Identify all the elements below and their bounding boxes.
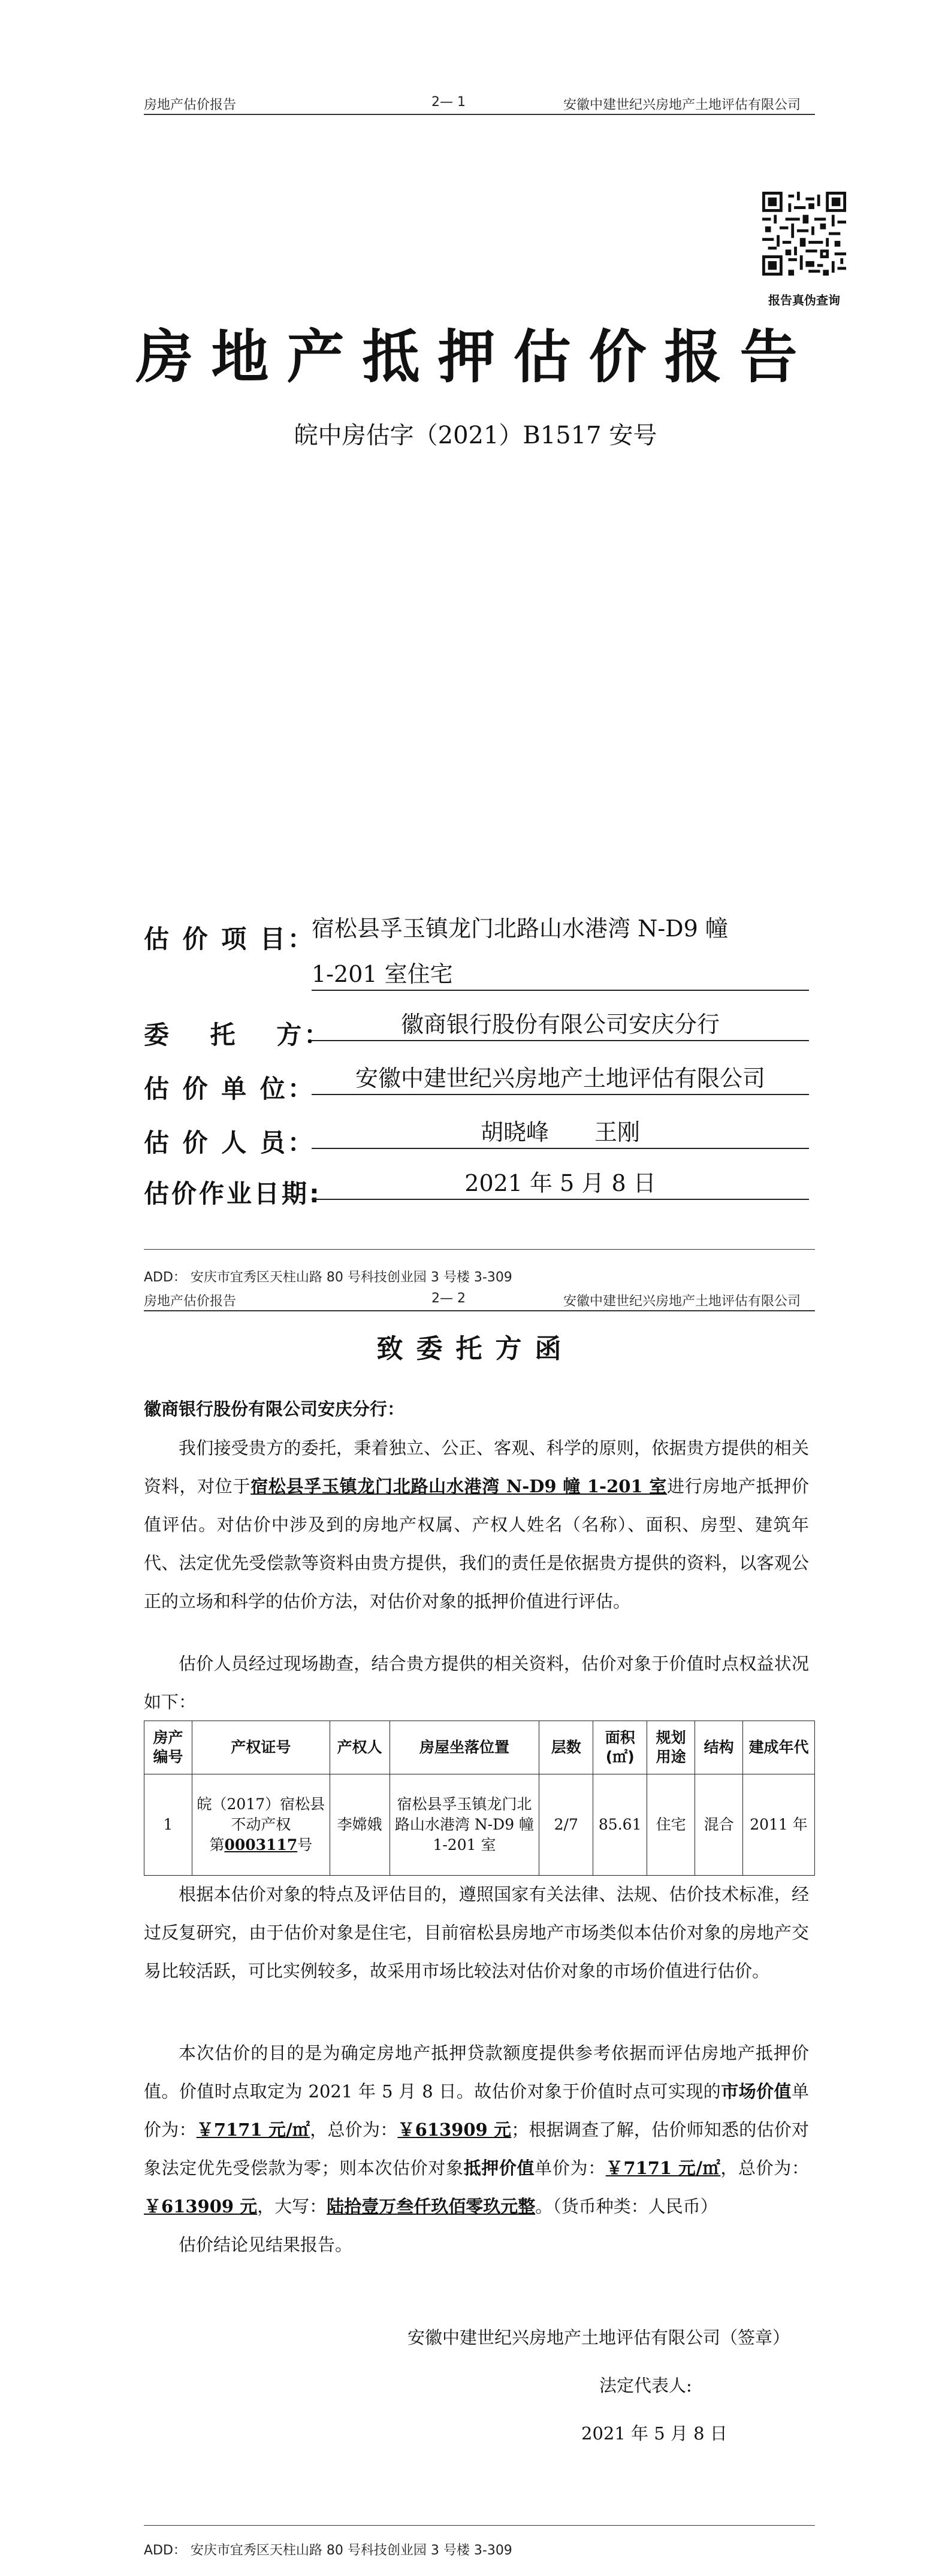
table-header-row xyxy=(144,1721,815,1774)
market-unit-price: ￥7171 元/㎡ xyxy=(196,2120,310,2140)
p4-text-a: 本次估价的目的是为确定房地产抵押贷款额度提供参考依据而评估房地产抵押价值。价值时点取定为 2021 年 5 月 8 日。故估价对象于价值时点可实现的 xyxy=(144,2043,809,2102)
mortgage-total-price: ￥613909 元 xyxy=(144,2196,258,2217)
signature-date: 2021 年 5 月 8 日 xyxy=(581,2423,727,2444)
th-owner: 产权人 xyxy=(330,1721,390,1774)
th-cert: 产权证号 xyxy=(192,1721,330,1774)
p1-text-a: 我们接受贵方的委托，秉着独立、公正、客观、科学的原则，依据贵方提供的相关资料，对位于 xyxy=(144,1438,809,1496)
p4-text-g: ，大写： xyxy=(257,2196,327,2217)
mortgage-value-label: 抵押价值 xyxy=(463,2158,535,2178)
value-project-line2: 1-201 室住宅 xyxy=(312,959,809,991)
value-work-date: 2021 年 5 月 8 日 xyxy=(312,1168,809,1200)
page2-footer-rule xyxy=(144,2525,815,2526)
th-area: 面积(㎡) xyxy=(593,1721,647,1774)
td-structure: 混合 xyxy=(695,1774,743,1876)
letter-title: 致委托方函 xyxy=(376,1334,575,1364)
signature-legal-rep: 法定代表人: xyxy=(599,2375,692,2396)
page2-header-center: 2— 2 xyxy=(431,1291,466,1306)
p4-text-h: 。（货币种类：人民币） xyxy=(535,2196,718,2217)
letter-addressee: 徽商银行股份有限公司安庆分行： xyxy=(144,1399,405,1419)
td-no: 1 xyxy=(144,1774,192,1876)
mortgage-unit-price: ￥7171 元/㎡ xyxy=(605,2158,721,2178)
td-year: 2011 年 xyxy=(743,1774,815,1876)
th-use: 规划用途 xyxy=(647,1721,695,1774)
td-area: 85.61 xyxy=(593,1774,647,1876)
p4-text-f: ，总价为： xyxy=(720,2158,809,2178)
label-work-date: 估价作业日期: xyxy=(144,1179,322,1208)
report-title: 房地产抵押估价报告 xyxy=(135,323,816,391)
td-location: 宿松县孚玉镇龙门北路山水港湾 N-D9 幢 1-201 室 xyxy=(390,1774,539,1876)
page2-header-right: 安徽中建世纪兴房地产土地评估有限公司 xyxy=(563,1294,801,1309)
th-no: 房产编号 xyxy=(144,1721,192,1774)
th-location: 房屋坐落位置 xyxy=(390,1721,539,1774)
page1-header-right: 安徽中建世纪兴房地产土地评估有限公司 xyxy=(563,98,801,113)
th-structure: 结构 xyxy=(695,1721,743,1774)
market-value-label: 市场价值 xyxy=(721,2081,792,2102)
paragraph-conclusion xyxy=(144,2034,809,2226)
paragraph-rights-status: 估价人员经过现场勘查，结合贵方提供的相关资料，估价对象于价值时点权益状况如下： xyxy=(144,1653,809,1712)
market-total-price: ￥613909 元 xyxy=(397,2120,512,2140)
p4-text-c: ，总价为： xyxy=(310,2120,398,2140)
p4-text-b: 单价为： xyxy=(144,2081,809,2140)
paragraph-method: 根据本估价对象的特点及评估目的，遵照国家有关法律、法规、估价技术标准，经过反复研究，由于估价对象是住宅，目前宿松县房地产市场类似本估价对象的房地产交易比较活跃，可比实例较多，故采用市场比较法对估价对象的市场价值进行估价。 xyxy=(144,1884,809,1981)
label-project: 估 价 项 目： xyxy=(144,924,315,954)
td-cert xyxy=(192,1774,330,1876)
th-floors: 层数 xyxy=(539,1721,593,1774)
p4-text-e: 单价为： xyxy=(535,2158,606,2178)
th-year: 建成年代 xyxy=(743,1721,815,1774)
page1-footer-address: ADD： 安庆市宜秀区天柱山路 80 号科技创业园 3 号楼 3-309 xyxy=(144,1270,512,1285)
paragraph-engagement xyxy=(144,1429,809,1620)
cert-text-c: 号 xyxy=(297,1836,313,1854)
property-table xyxy=(144,1721,815,1876)
label-appraiser-org: 估 价 单 位： xyxy=(144,1074,315,1103)
p1-text-b: 进行房地产抵押价值评估。对估价中涉及到的房地产权属、产权人姓名（名称）、面积、房型、建筑年代、法定优先受偿款等资料由贵方提供，我们的责任是依据贵方提供的资料，以客观公正的立场和科学的估价方法，对估价对象的抵押价值进行评估。 xyxy=(144,1476,809,1611)
page1-footer-rule xyxy=(144,1249,815,1250)
qr-code-icon xyxy=(762,192,846,276)
page1-header-rule xyxy=(144,114,815,115)
p4-text-d: ；根据调查了解，估价师知悉的估价对象法定优先受偿款为零；则本次估价对象 xyxy=(144,2120,809,2178)
page1-header-center: 2— 1 xyxy=(431,95,466,110)
value-project-line1: 宿松县孚玉镇龙门北路山水港湾 N-D9 幢 xyxy=(312,915,728,942)
signature-company: 安徽中建世纪兴房地产土地评估有限公司（签章） xyxy=(407,2327,790,2348)
value-client: 徽商银行股份有限公司安庆分行 xyxy=(312,1009,809,1041)
value-appraiser-org: 安徽中建世纪兴房地产土地评估有限公司 xyxy=(312,1063,809,1095)
page2-header-rule xyxy=(144,1310,815,1311)
report-number: 皖中房估字（2021）B1517 安号 xyxy=(294,422,657,449)
page2-header-left: 房地产估价报告 xyxy=(144,1294,237,1309)
cert-number: 0003117 xyxy=(224,1836,298,1854)
page1-header-left: 房地产估价报告 xyxy=(144,98,237,113)
cert-text-b: 第 xyxy=(209,1836,225,1854)
cert-text-a: 皖（2017）宿松县不动产权 xyxy=(197,1795,325,1833)
label-client: 委 托 方： xyxy=(144,1020,332,1050)
value-appraisers: 胡晓峰 王刚 xyxy=(312,1117,809,1149)
qr-caption: 报告真伪查询 xyxy=(768,293,840,307)
mortgage-total-uppercase: 陆拾壹万叁仟玖佰零玖元整 xyxy=(327,2196,536,2217)
td-owner: 李嫦娥 xyxy=(330,1774,390,1876)
paragraph-see-report: 估价结论见结果报告。 xyxy=(179,2235,353,2255)
p1-property-address: 宿松县孚玉镇龙门北路山水港湾 N-D9 幢 1-201 室 xyxy=(250,1476,668,1496)
td-use: 住宅 xyxy=(647,1774,695,1876)
label-appraisers: 估 价 人 员： xyxy=(144,1128,315,1157)
td-floors: 2/7 xyxy=(539,1774,593,1876)
page2-footer-address: ADD： 安庆市宜秀区天柱山路 80 号科技创业园 3 号楼 3-309 xyxy=(144,2543,512,2558)
table-row xyxy=(144,1774,815,1876)
